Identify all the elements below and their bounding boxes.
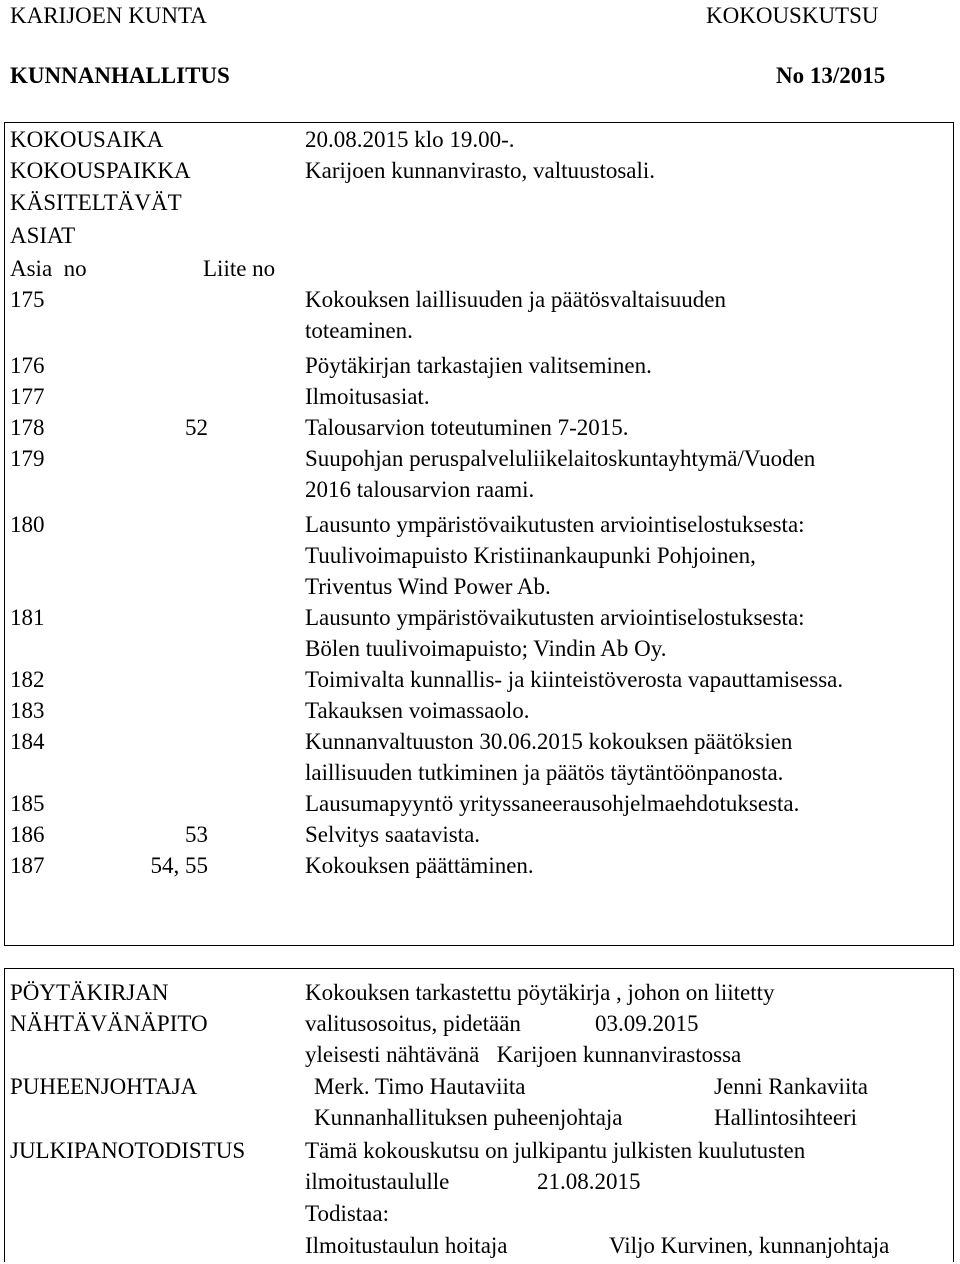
- agenda-item-number: 182: [10, 667, 45, 692]
- protocol-text-line: valitusosoitus, pidetään: [305, 1011, 521, 1036]
- agenda-item-title: Lausunto ympäristövaikutusten arviointiselostuksesta:: [305, 512, 805, 537]
- secretary-title: Hallintosihteeri: [714, 1105, 858, 1130]
- agenda-item-attachment: 52: [185, 415, 208, 440]
- notice-role: Ilmoitustaulun hoitaja: [305, 1233, 508, 1258]
- agenda-item-number: 187: [10, 853, 45, 878]
- agenda-item-number: 186: [10, 822, 45, 847]
- meeting-place-label: KOKOUSPAIKKA: [10, 158, 191, 183]
- items-label: KÄSITELTÄVÄT: [10, 190, 182, 215]
- agenda-item-title: Triventus Wind Power Ab.: [305, 574, 551, 599]
- agenda-item-title: 2016 talousarvion raami.: [305, 477, 535, 502]
- protocol-text-line: Kokouksen tarkastettu pöytäkirja , johon on liitetty: [305, 980, 775, 1005]
- chair-label: PUHEENJOHTAJA: [10, 1074, 198, 1099]
- agenda-item-title: laillisuuden tutkiminen ja päätös täytäntöönpanosta.: [305, 760, 784, 785]
- agenda-item-title: Toimivalta kunnallis- ja kiinteistöverosta vapauttamisessa.: [305, 667, 844, 692]
- chair-title: Kunnanhallituksen puheenjohtaja: [314, 1105, 623, 1130]
- agenda-item-title: Suupohjan peruspalveluliikelaitoskuntayhtymä/Vuoden: [305, 446, 816, 471]
- agenda-item-number: 183: [10, 698, 45, 723]
- agenda-item-title: Selvitys saatavista.: [305, 822, 481, 847]
- agenda-item-attachment: 53: [185, 822, 208, 847]
- agenda-item-attachment: 54, 55: [150, 853, 208, 878]
- agenda-item-title: Kunnanvaltuuston 30.06.2015 kokouksen päätöksien: [305, 729, 793, 754]
- agenda-item-number: 185: [10, 791, 45, 816]
- chair-name: Merk. Timo Hautaviita: [314, 1074, 526, 1099]
- agenda-item-title: Talousarvion toteutuminen 7-2015.: [305, 415, 629, 440]
- meeting-number: No 13/2015: [776, 63, 886, 88]
- agenda-item-number: 181: [10, 605, 45, 630]
- agenda-item-title: Tuulivoimapuisto Kristiinankaupunki Pohjoinen,: [305, 543, 756, 568]
- column-asia-no: Asia no: [10, 256, 87, 281]
- agenda-item-title: Lausunto ympäristövaikutusten arviointiselostuksesta:: [305, 605, 805, 630]
- document-type: KOKOUSKUTSU: [706, 3, 879, 28]
- notice-date: 21.08.2015: [537, 1169, 641, 1194]
- meeting-time-label: KOKOUSAIKA: [10, 127, 164, 152]
- agenda-item-number: 184: [10, 729, 45, 754]
- notice-text-line: Todistaa:: [305, 1201, 389, 1226]
- agenda-item-number: 180: [10, 512, 45, 537]
- agenda-item-title: Pöytäkirjan tarkastajien valitseminen.: [305, 353, 652, 378]
- organ-name: KUNNANHALLITUS: [10, 63, 230, 88]
- notice-text-line: ilmoitustaululle: [305, 1169, 450, 1194]
- agenda-item-title: Bölen tuulivoimapuisto; Vindin Ab Oy.: [305, 636, 667, 661]
- agenda-item-title: Lausumapyyntö yrityssaneerausohjelmaehdotuksesta.: [305, 791, 800, 816]
- agenda-item-title: Takauksen voimassaolo.: [305, 698, 530, 723]
- agenda-item-title: toteaminen.: [305, 318, 413, 343]
- protocol-label-cont: NÄHTÄVÄNÄPITO: [10, 1011, 208, 1036]
- items-label-cont: ASIAT: [10, 223, 76, 248]
- notice-text-line: Tämä kokouskutsu on julkipantu julkisten kuulutusten: [305, 1138, 806, 1163]
- column-liite-no: Liite no: [203, 256, 276, 281]
- protocol-text-line: yleisesti nähtävänä Karijoen kunnanvirastossa: [305, 1042, 742, 1067]
- agenda-item-title: Kokouksen päättäminen.: [305, 853, 534, 878]
- meeting-place-value: Karijoen kunnanvirasto, valtuustosali.: [305, 158, 656, 183]
- municipality-name: KARIJOEN KUNTA: [10, 3, 207, 28]
- meeting-time-value: 20.08.2015 klo 19.00-.: [305, 127, 515, 152]
- agenda-item-title: Ilmoitusasiat.: [305, 384, 430, 409]
- notice-signer: Viljo Kurvinen, kunnanjohtaja: [609, 1233, 890, 1258]
- agenda-item-number: 179: [10, 446, 45, 471]
- notice-label: JULKIPANOTODISTUS: [10, 1138, 246, 1163]
- agenda-item-number: 175: [10, 287, 45, 312]
- agenda-item-number: 176: [10, 353, 45, 378]
- agenda-item-number: 178: [10, 415, 45, 440]
- secretary-name: Jenni Rankaviita: [714, 1074, 868, 1099]
- protocol-label: PÖYTÄKIRJAN: [10, 980, 169, 1005]
- protocol-date: 03.09.2015: [595, 1011, 699, 1036]
- agenda-item-number: 177: [10, 384, 45, 409]
- agenda-item-title: Kokouksen laillisuuden ja päätösvaltaisuuden: [305, 287, 726, 312]
